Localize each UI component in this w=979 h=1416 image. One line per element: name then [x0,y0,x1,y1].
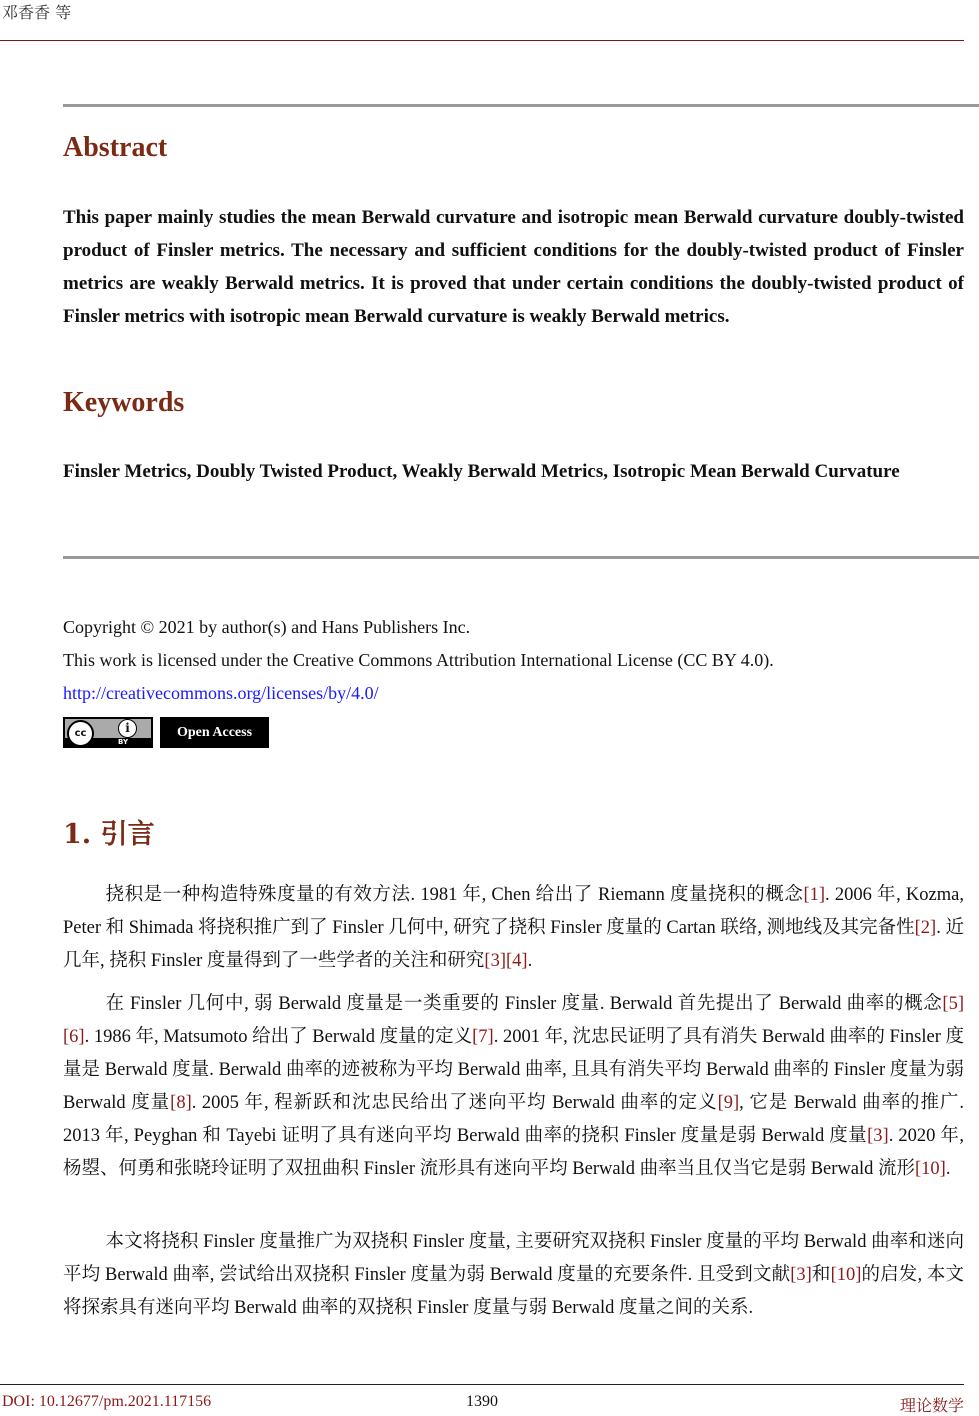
paragraph-text: 和 [811,1265,831,1285]
citation-link[interactable]: [3] [484,951,506,971]
paragraph-text: 在 Finsler 几何中, 弱 Berwald 度量是一类重要的 Finsler 度量. Berwald 首先提出了 Berwald 曲率的概念 [105,994,943,1014]
intro-paragraph-1 [63,879,964,978]
keywords-text: Finsler Metrics, Doubly Twisted Product, Weakly Berwald Metrics, Isotropic Mean Berwald Curvature [63,461,900,482]
paragraph-text: . 2001 年, 沈忠民证明了具有消失 Berwald 曲率的 Finsler 度量是 Berwald 度量. Berwald 曲率的迹被称为平均 Berwald 曲率, 且具有消失平均 Berwald 曲率的 Finsler 度量为弱 Berwald 度量 [63,1027,964,1113]
cc-icon: cc [67,720,94,747]
by-label: BY [118,738,129,746]
keywords-heading: Keywords [63,387,185,418]
citation-link[interactable]: [3] [790,1265,812,1285]
abstract-text: This paper mainly studies the mean Berwald curvature and isotropic mean Berwald curvature doubly-twisted product of Finsler metrics. The necessary and sufficient conditions for the doubly-twisted product of Finsler metrics are weakly Berwald metrics. It is proved that under certain conditions the doubly-twisted product of Finsler metrics with isotropic mean Berwald curvature is weakly Berwald metrics. [63,207,964,327]
paragraph-text: . 2005 年, 程新跃和沈忠民给出了迷向平均 Berwald 曲率的定义 [191,1093,718,1113]
section-title-introduction: 1. 引言 [63,819,155,850]
citation-link[interactable]: [2] [914,918,937,938]
citation-link[interactable]: [4] [505,951,528,971]
paragraph-text: 的启发, 本文将探索具有迷向平均 Berwald 曲率的双挠积 Finsler 度量与弱 Berwald 度量之间的关系. [63,1265,964,1318]
footer-doi[interactable]: DOI: 10.12677/pm.2021.117156 [2,1393,212,1410]
paragraph-text: 本文将挠积 Finsler 度量推广为双挠积 Finsler 度量, 主要研究双挠积 Finsler 度量的平均 Berwald 曲率和迷向平均 Berwald 曲率, 尝试给出双挠积 Finsler 度量为弱 Berwald 度量的充要条件. 且受到文献 [63,1232,964,1285]
footer-journal: 理论数学 [899,1398,964,1415]
abstract-top-rule [63,104,979,107]
abstract-heading: Abstract [63,132,168,163]
open-access-badge: Open Access [160,717,269,748]
citation-link[interactable]: [7] [472,1027,494,1047]
copyright-line: Copyright © 2021 by author(s) and Hans Publishers Inc. [63,617,471,637]
abstract-bottom-rule [63,556,979,559]
citation-link[interactable]: [8] [170,1093,192,1113]
citation-link[interactable]: [10] [830,1265,862,1285]
citation-link[interactable]: [9] [717,1093,740,1113]
paragraph-text: . 近几年, 挠积 Finsler 度量得到了一些学者的关注和研究 [63,918,964,971]
license-statement: This work is licensed under the Creative Commons Attribution International License (CC BY 4.0). [63,650,774,670]
header-rule [0,40,964,41]
intro-paragraph-2 [63,988,964,1186]
citation-link[interactable]: [10] [915,1159,946,1179]
paragraph-text: . 1986 年, Matsumoto 给出了 Berwald 度量的定义 [84,1027,473,1047]
intro-paragraph-3 [63,1226,964,1325]
paragraph-text: . 2006 年, Kozma, Peter 和 Shimada 将挠积推广到了 Finsler 几何中, 研究了挠积 Finsler 度量的 Cartan 联络, 测地线及其完备性 [63,885,964,938]
paragraph-text: . 2020 年, 杨曌、何勇和张晓玲证明了双扭曲积 Finsler 流形具有迷向平均 Berwald 曲率当且仅当它是弱 Berwald 流形 [63,1126,964,1179]
page-number: 1390 [466,1393,498,1410]
citation-link[interactable]: [1] [803,885,826,905]
running-header-authors: 邓香香 等 [2,3,72,22]
citation-link[interactable]: [3] [867,1126,889,1146]
paragraph-text: , 它是 Berwald 曲率的推广. 2013 年, Peyghan 和 Tayebi 证明了具有迷向平均 Berwald 曲率的挠积 Finsler 度量是弱 Berwald 度量 [63,1093,964,1146]
cc-by-badge[interactable] [63,717,153,748]
citation-link[interactable]: [6] [63,1027,85,1047]
paragraph-text: 挠积是一种构造特殊度量的有效方法. 1981 年, Chen 给出了 Riemann 度量挠积的概念 [105,885,804,905]
paragraph-text: . [945,1159,951,1179]
footer-rule [0,1384,964,1385]
citation-link[interactable]: [5] [942,994,964,1014]
attribution-icon: i [118,719,137,738]
license-link[interactable]: http://creativecommons.org/licenses/by/4.0/ [63,683,379,703]
paragraph-text: . [527,951,533,971]
